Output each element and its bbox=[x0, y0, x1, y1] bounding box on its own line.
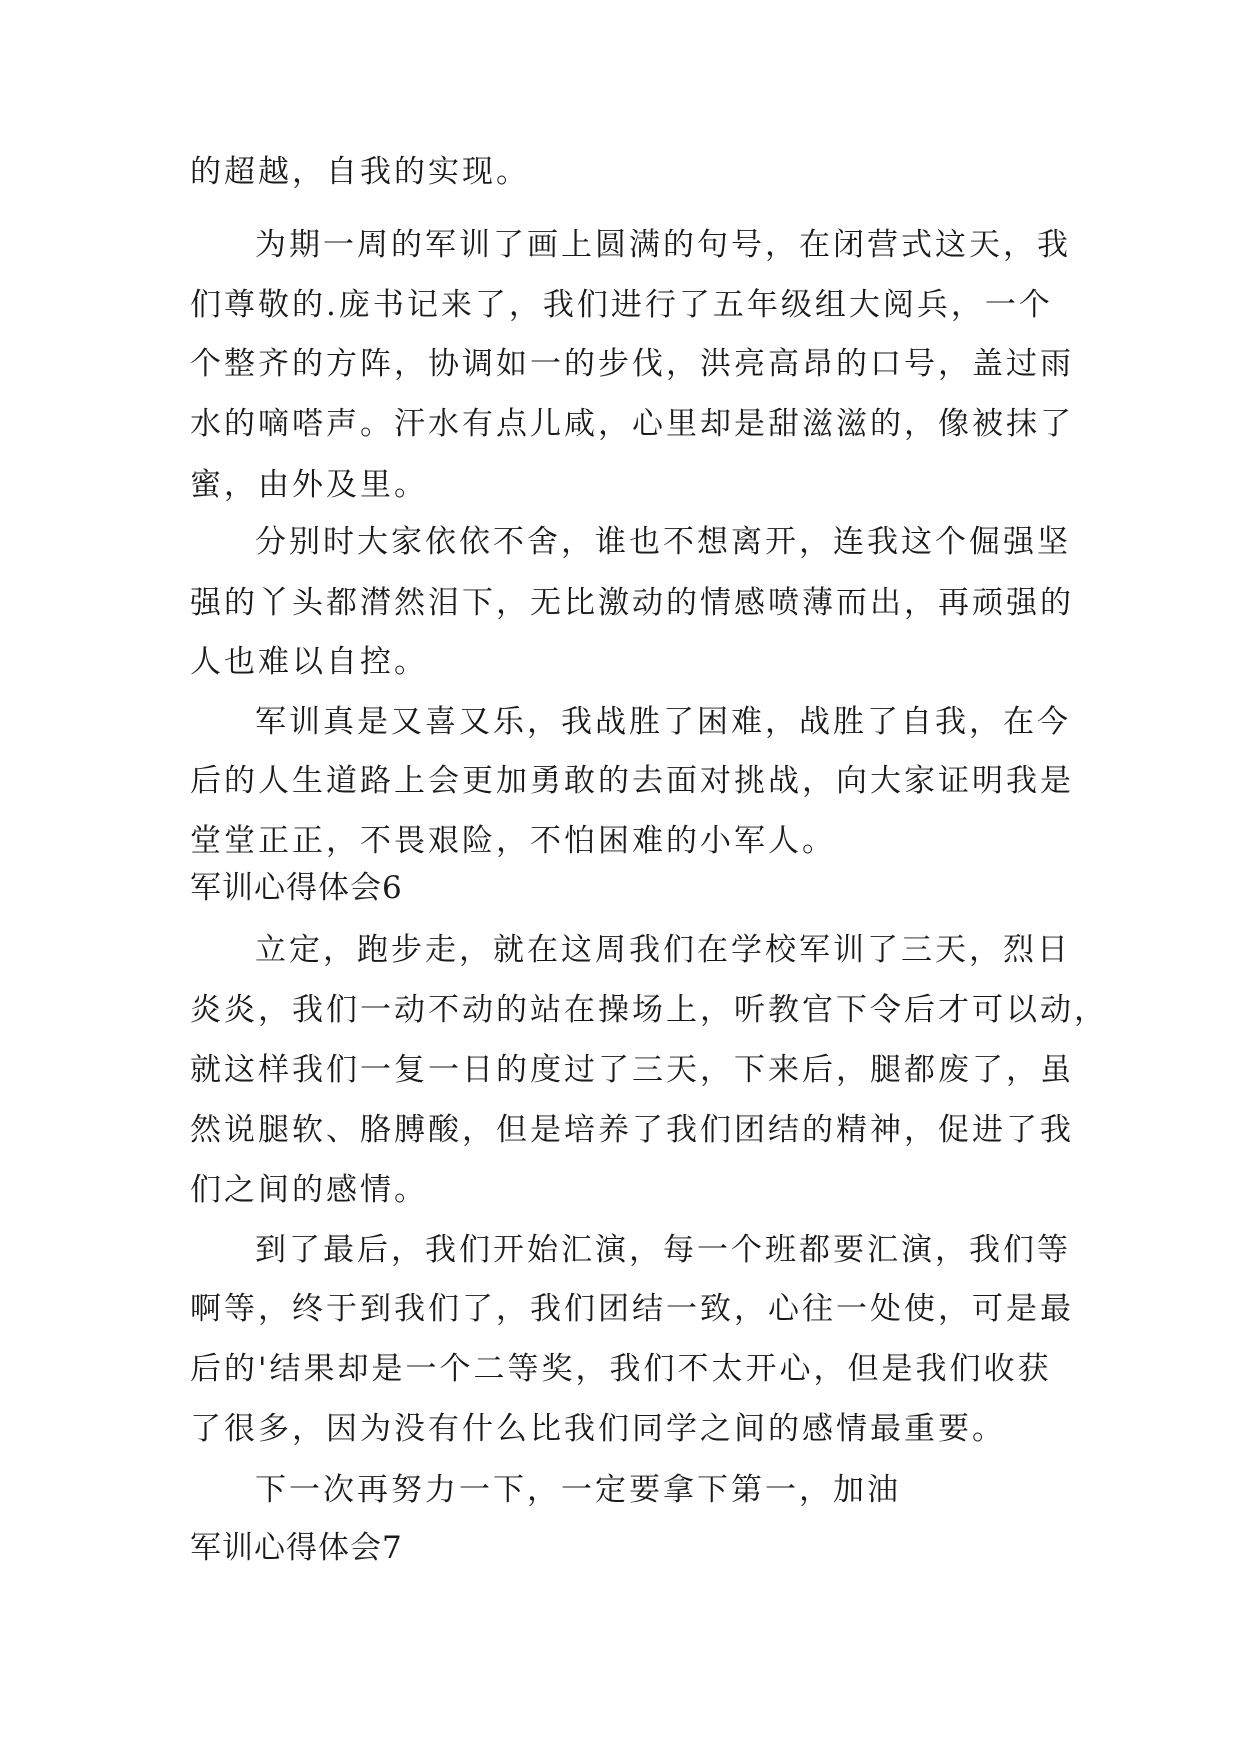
paragraph-line: 强的丫头都潸然泪下，无比激动的情感喷薄而出，再顽强的 bbox=[190, 585, 1074, 621]
paragraph-line: 们之间的感情。 bbox=[190, 1172, 428, 1208]
paragraph-line: 立定，跑步走，就在这周我们在学校军训了三天，烈日 bbox=[255, 932, 1071, 968]
paragraph-line: 然说腿软、胳膊酸，但是培养了我们团结的精神，促进了我 bbox=[190, 1112, 1074, 1148]
paragraph-line: 炎炎，我们一动不动的站在操场上，听教官下令后才可以动， bbox=[190, 992, 1108, 1028]
paragraph-line: 啊等，终于到我们了，我们团结一致，心往一处使，可是最 bbox=[190, 1291, 1074, 1327]
paragraph-line: 后的人生道路上会更加勇敢的去面对挑战，向大家证明我是 bbox=[190, 763, 1074, 799]
paragraph-line: 后的'结果却是一个二等奖，我们不太开心，但是我们收获 bbox=[190, 1351, 1052, 1387]
paragraph-line: 军训真是又喜又乐，我战胜了困难，战胜了自我，在今 bbox=[255, 704, 1071, 740]
paragraph-line: 的超越，自我的实现。 bbox=[190, 154, 530, 190]
paragraph-line: 堂堂正正，不畏艰险，不怕困难的小军人。 bbox=[190, 823, 836, 859]
section-heading: 军训心得体会7 bbox=[190, 1530, 403, 1566]
paragraph-line: 了很多，因为没有什么比我们同学之间的感情最重要。 bbox=[190, 1411, 1006, 1447]
paragraph-line: 就这样我们一复一日的度过了三天，下来后，腿都废了，虽 bbox=[190, 1052, 1074, 1088]
paragraph-line: 个整齐的方阵，协调如一的步伐，洪亮高昂的口号，盖过雨 bbox=[190, 346, 1074, 382]
paragraph-line: 到了最后，我们开始汇演，每一个班都要汇演，我们等 bbox=[255, 1232, 1071, 1268]
paragraph-line: 人也难以自控。 bbox=[190, 644, 428, 680]
section-heading: 军训心得体会6 bbox=[190, 870, 403, 906]
paragraph-line: 蜜，由外及里。 bbox=[190, 467, 428, 503]
paragraph-line: 分别时大家依依不舍，谁也不想离开，连我这个倔强坚 bbox=[255, 524, 1071, 560]
paragraph-line: 下一次再努力一下，一定要拿下第一，加油 bbox=[255, 1472, 901, 1508]
paragraph-line: 们尊敬的.庞书记来了，我们进行了五年级组大阅兵，一个 bbox=[190, 287, 1053, 323]
paragraph-line: 为期一周的军训了画上圆满的句号，在闭营式这天，我 bbox=[255, 227, 1071, 263]
paragraph-line: 水的嘀嗒声。汗水有点儿咸，心里却是甜滋滋的，像被抹了 bbox=[190, 406, 1074, 442]
